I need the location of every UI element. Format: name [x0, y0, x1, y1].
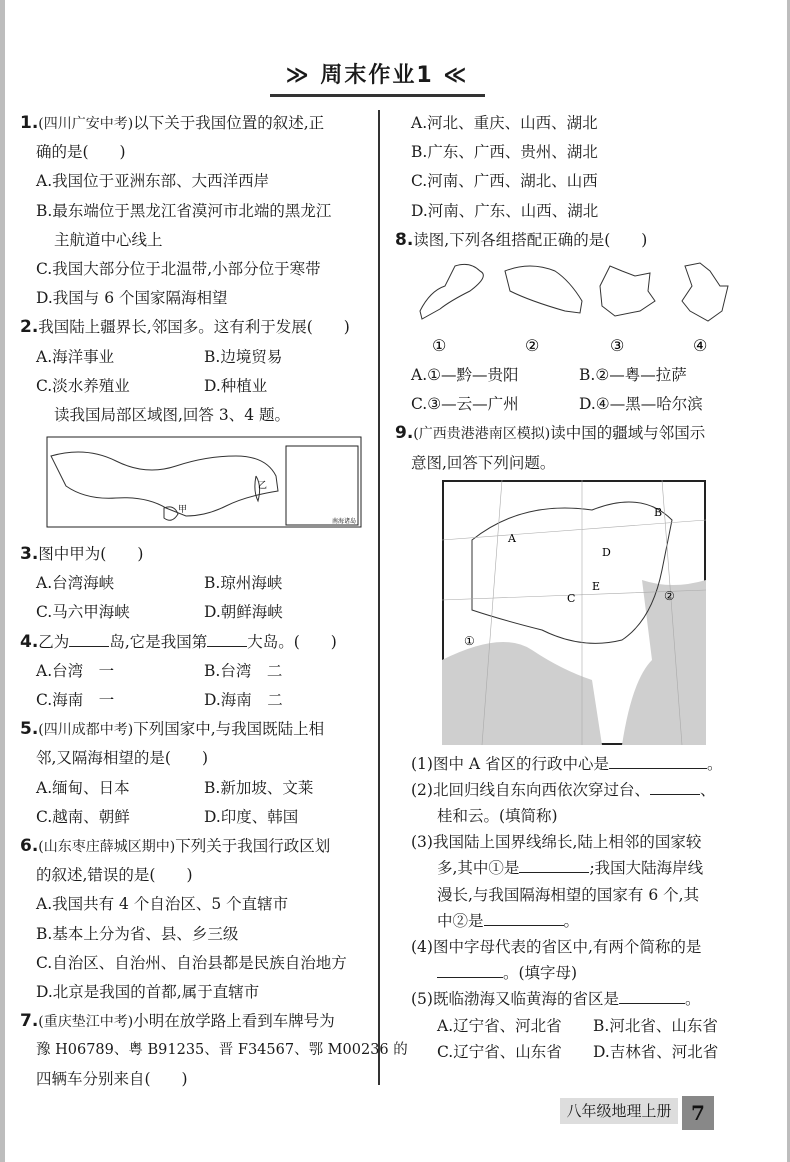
q9-sub3: (3)我国陆上国界线绵长,陆上相邻的国家较 [411, 833, 702, 852]
column-divider [378, 110, 380, 1085]
map-label-jia: 甲 [178, 505, 188, 516]
q2-stem: 2.我国陆上疆界长,邻国多。这有利于发展( ) [20, 317, 350, 338]
q9-sub2: (2)北回归线自东向西依次穿过台、 、 [395, 777, 765, 803]
map-label-1: ① [464, 633, 475, 648]
q5-stem: 5.(四川成都中考)下列国家中,与我国既陆上相 [20, 719, 325, 740]
q1-option-c: C.我国大部分位于北温带,小部分位于寒带 [36, 259, 321, 278]
q1-stem: 1.(四川广安中考)以下关于我国位置的叙述,正 [20, 113, 325, 133]
map-label-a: A [508, 531, 516, 545]
q5-stem-cont: 邻,又隔海相望的是( ) [36, 749, 209, 768]
shape-label-2: ② [525, 335, 540, 355]
shape-label-4: ④ [693, 335, 708, 355]
q7-option-c: C.河南、广西、湖北、山西 [411, 172, 598, 191]
map-intro: 读我国局部区域图,回答 3、4 题。 [54, 405, 291, 424]
q9-stem: 9.(广西贵港港南区模拟)读中国的疆域与邻国示 [395, 423, 706, 444]
q4-options-ab: A.台湾 一 B.台湾 二 [36, 661, 283, 680]
q6-option-c: C.自治区、自治州、自治县都是民族自治地方 [36, 953, 347, 972]
province-shape-1 [420, 264, 483, 319]
q3-options-ab: A.台湾海峡 B.琼州海峡 [36, 574, 283, 593]
q8-options-cd: C.③—云—广州 D.④—黑—哈尔滨 [411, 395, 703, 414]
map-label-c: C [567, 591, 576, 605]
province-shape-3 [600, 266, 655, 316]
q9-sub3-cont3: 中②是 。 [395, 908, 765, 934]
q7-option-d: D.河南、广东、山西、湖北 [411, 201, 599, 220]
q9-sub5-options-ab: A.辽宁省、河北省 B.河北省、山东省 [437, 1016, 718, 1035]
q8-stem: 8.读图,下列各组搭配正确的是( ) [395, 229, 648, 250]
q1-option-b-cont: 主航道中心线上 [54, 230, 163, 249]
q1-option-b: B.最东端位于黑龙江省漠河市北端的黑龙江 [36, 201, 332, 220]
shape-label-3: ③ [610, 335, 625, 355]
province-shape-4 [682, 263, 728, 321]
q7-stem: 7.(重庆垫江中考)小明在放学路上看到车牌号为 [20, 1011, 335, 1032]
left-column [20, 109, 408, 1095]
q2-options-ab: A.海洋事业 B.边境贸易 [36, 347, 283, 366]
q1-stem-cont: 确的是( ) [36, 143, 126, 162]
q9-sub5: (5)既临渤海又临黄海的省区是 。 [395, 986, 765, 1012]
map-label-yi: 乙 [258, 481, 268, 492]
q1-option-a: A.我国位于亚洲东部、大西洋西岸 [36, 172, 270, 191]
q7-option-b: B.广东、广西、贵州、湖北 [411, 143, 598, 162]
q6-option-d: D.北京是我国的首都,属于直辖市 [36, 982, 260, 1001]
title-underline [270, 94, 485, 97]
map-label-e: E [592, 579, 601, 593]
map-label-b: B [654, 505, 663, 519]
q9-sub3-cont2: 漫长,与我国隔海相望的国家有 6 个,其 [437, 885, 700, 904]
right-column [395, 109, 765, 1065]
q2-options-cd: C.淡水养殖业 D.种植业 [36, 376, 268, 395]
q9-sub2-cont: 桂和云。(填简称) [437, 807, 558, 826]
q9-sub1: (1)图中 A 省区的行政中心是 。 [395, 751, 765, 777]
page-title: ≫ 周末作业1 ≪ [285, 63, 469, 88]
province-outlines [410, 261, 765, 361]
map-inset-label: 南海诸岛 [332, 518, 357, 526]
china-neighbors-map [442, 480, 765, 749]
q7-stem-cont2: 四辆车分别来自( ) [36, 1070, 188, 1089]
q6-stem-cont: 的叙述,错误的是( ) [36, 866, 193, 885]
q9-sub4-cont: 。(填字母) [395, 960, 765, 986]
q9-sub4: (4)图中字母代表的省区中,有两个简称的是 [411, 938, 702, 956]
page-edge [0, 0, 5, 1162]
q4-options-cd: C.海南 一 D.海南 二 [36, 691, 283, 709]
q9-sub3-cont: 多,其中①是 ;我国大陆海岸线 [395, 855, 765, 881]
q3-options-cd: C.马六甲海峡 D.朝鲜海峡 [36, 603, 283, 622]
q5-options-ab: A.缅甸、日本 B.新加坡、文莱 [36, 778, 314, 797]
shape-label-1: ① [432, 335, 447, 355]
q6-option-a: A.我国共有 4 个自治区、5 个直辖市 [36, 895, 289, 914]
q7-option-a: A.河北、重庆、山西、湖北 [411, 114, 598, 132]
title-text: 周末作业1 [320, 63, 434, 88]
q3-stem: 3.图中甲为( ) [20, 544, 144, 565]
page-number: 7 [682, 1096, 714, 1130]
q9-stem-cont: 意图,回答下列问题。 [411, 453, 556, 472]
book-label: 八年级地理上册 [560, 1098, 678, 1124]
q7-stem-cont: 豫 H06789、粤 B91235、晋 F34567、鄂 M00236 的 [36, 1042, 408, 1059]
q6-stem: 6.(山东枣庄薛城区期中)下列关于我国行政区划 [20, 835, 331, 856]
map-label-d: D [602, 545, 611, 559]
q9-sub5-options-cd: C.辽宁省、山东省 D.吉林省、河北省 [437, 1042, 719, 1061]
regional-map [46, 436, 372, 532]
q5-options-cd: C.越南、朝鲜 D.印度、韩国 [36, 807, 299, 826]
q8-options-ab: A.①—黔—贵阳 B.②—粤—拉萨 [411, 365, 687, 384]
q4-stem: 4.乙为 岛,它是我国第 大岛。( ) [20, 631, 337, 652]
q1-option-d: D.我国与 6 个国家隔海相望 [36, 289, 228, 308]
q6-option-b: B.基本上分为省、县、乡三级 [36, 924, 239, 943]
map-label-2: ② [664, 588, 675, 603]
province-shape-2 [505, 266, 582, 313]
